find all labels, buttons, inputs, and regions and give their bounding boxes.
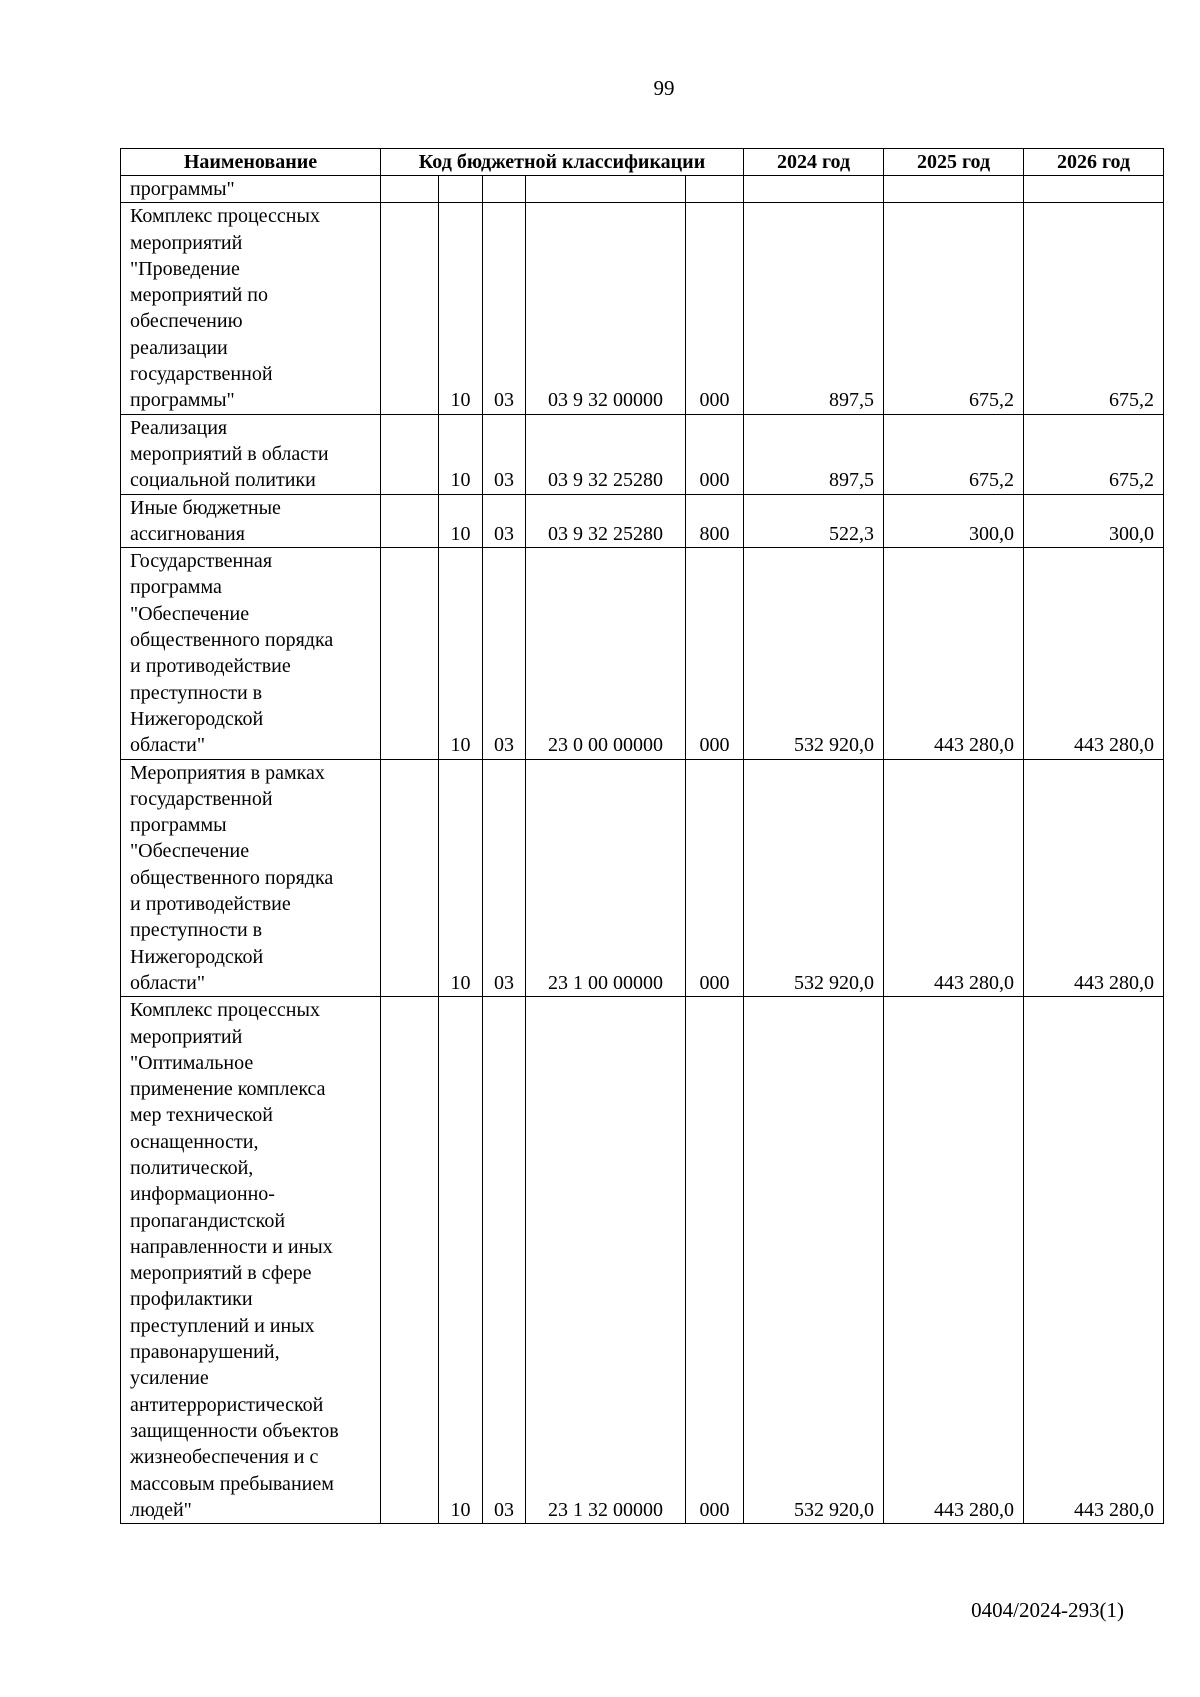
code-part-1 xyxy=(381,176,439,203)
row-name-line: политической, xyxy=(130,1156,254,1179)
value-2026: 675,2 xyxy=(1024,414,1164,494)
value-2026: 675,2 xyxy=(1024,203,1164,414)
table-row xyxy=(121,414,1164,494)
table-row xyxy=(121,759,1164,997)
row-name-line: профилактики xyxy=(130,1288,253,1311)
code-subsection: 03 xyxy=(483,997,526,1524)
row-name-line: мероприятий по xyxy=(130,284,268,307)
row-name-line: программы xyxy=(130,814,227,837)
row-name-line: пропагандистской xyxy=(130,1209,286,1232)
code-section: 10 xyxy=(439,414,483,494)
row-name-line: общественного порядка xyxy=(130,629,334,652)
row-name-line: преступлений и иных xyxy=(130,1314,315,1337)
code-expense-type: 000 xyxy=(686,548,744,759)
row-name-line: Нижегородской xyxy=(130,945,264,968)
code-expense-type xyxy=(686,176,744,203)
code-part-1 xyxy=(381,548,439,759)
row-name-line: программы" xyxy=(130,178,235,200)
row-name-line: области" xyxy=(130,734,206,757)
row-name xyxy=(121,203,381,414)
row-name-line: области" xyxy=(130,971,206,994)
value-2025: 675,2 xyxy=(884,203,1024,414)
row-name-line: мероприятий в области xyxy=(130,442,329,465)
code-section: 10 xyxy=(439,759,483,997)
row-name-line: оснащенности, xyxy=(130,1130,259,1153)
value-2024: 532 920,0 xyxy=(744,548,884,759)
header-2026: 2026 год xyxy=(1024,149,1164,176)
value-2024: 897,5 xyxy=(744,203,884,414)
row-name-line: Государственная xyxy=(130,550,273,573)
value-2025: 443 280,0 xyxy=(884,997,1024,1524)
row-name xyxy=(121,759,381,997)
code-expense-type: 800 xyxy=(686,494,744,548)
row-name-line: и противодействие xyxy=(130,655,291,678)
row-name-line: обеспечению xyxy=(130,310,243,333)
row-name xyxy=(121,997,381,1524)
table-row xyxy=(121,494,1164,548)
row-name-line: государственной xyxy=(130,787,273,810)
table-header-row xyxy=(121,149,1164,176)
row-name-line: антитеррористической xyxy=(130,1393,324,1416)
code-section: 10 xyxy=(439,494,483,548)
code-section xyxy=(439,176,483,203)
code-target: 03 9 32 25280 xyxy=(526,494,686,548)
row-name-line: направленности и иных xyxy=(130,1235,333,1258)
row-name-line: людей" xyxy=(130,1498,192,1521)
row-name-line: Комплекс процессных xyxy=(130,999,320,1022)
code-target: 23 1 00 00000 xyxy=(526,759,686,997)
row-name-line: "Проведение xyxy=(130,257,240,280)
row-name-line: мероприятий xyxy=(130,1025,243,1048)
document-code: 0404/2024-293(1) xyxy=(971,1598,1124,1622)
code-section: 10 xyxy=(439,997,483,1524)
row-name-line: преступности в xyxy=(130,681,263,704)
table-row xyxy=(121,203,1164,414)
row-name-line: преступности в xyxy=(130,919,263,942)
row-name xyxy=(121,494,381,548)
header-2025: 2025 год xyxy=(884,149,1024,176)
code-part-1 xyxy=(381,759,439,997)
row-name-line: мер технической xyxy=(130,1104,274,1127)
code-expense-type: 000 xyxy=(686,414,744,494)
row-name xyxy=(121,548,381,759)
code-expense-type: 000 xyxy=(686,203,744,414)
value-2026: 443 280,0 xyxy=(1024,548,1164,759)
row-name-line: ассигнования xyxy=(130,522,245,545)
value-2026: 443 280,0 xyxy=(1024,759,1164,997)
row-name-line: правонарушений, xyxy=(130,1341,280,1364)
row-name-line: информационно- xyxy=(130,1183,275,1206)
code-target: 03 9 32 25280 xyxy=(526,414,686,494)
row-name-line: усиление xyxy=(130,1367,209,1390)
value-2025: 300,0 xyxy=(884,494,1024,548)
table-row xyxy=(121,176,1164,203)
code-target: 03 9 32 00000 xyxy=(526,203,686,414)
value-2024: 532 920,0 xyxy=(744,759,884,997)
table-row xyxy=(121,548,1164,759)
code-subsection: 03 xyxy=(483,494,526,548)
value-2026: 300,0 xyxy=(1024,494,1164,548)
row-name-line: общественного порядка xyxy=(130,866,334,889)
value-2024: 897,5 xyxy=(744,414,884,494)
row-name-line: массовым пребыванием xyxy=(130,1472,334,1495)
value-2025: 675,2 xyxy=(884,414,1024,494)
page-number: 99 xyxy=(653,76,675,100)
code-section: 10 xyxy=(439,203,483,414)
row-name-line: "Обеспечение xyxy=(130,602,250,625)
row-name-line: мероприятий в сфере xyxy=(130,1262,312,1285)
budget-table xyxy=(120,148,1164,1524)
row-name xyxy=(121,414,381,494)
code-target xyxy=(526,176,686,203)
row-name-line: программа xyxy=(130,576,222,599)
value-2024: 522,3 xyxy=(744,494,884,548)
code-target: 23 0 00 00000 xyxy=(526,548,686,759)
row-name-line: Комплекс процессных xyxy=(130,205,320,228)
table-body xyxy=(121,176,1164,1524)
code-subsection: 03 xyxy=(483,203,526,414)
value-2025 xyxy=(884,176,1024,203)
header-2024: 2024 год xyxy=(744,149,884,176)
row-name-line: Мероприятия в рамках xyxy=(130,761,325,784)
code-expense-type: 000 xyxy=(686,759,744,997)
table-row xyxy=(121,997,1164,1524)
code-subsection xyxy=(483,176,526,203)
row-name xyxy=(121,176,381,203)
value-2024: 532 920,0 xyxy=(744,997,884,1524)
row-name-line: программы" xyxy=(130,389,235,412)
row-name-line: Реализация xyxy=(130,416,228,439)
row-name-line: реализации xyxy=(130,336,228,359)
row-name-line: мероприятий xyxy=(130,231,243,254)
value-2025: 443 280,0 xyxy=(884,759,1024,997)
code-part-1 xyxy=(381,414,439,494)
value-2026: 443 280,0 xyxy=(1024,997,1164,1524)
row-name-line: социальной политики xyxy=(130,469,316,492)
code-subsection: 03 xyxy=(483,548,526,759)
code-subsection: 03 xyxy=(483,759,526,997)
row-name-line: государственной xyxy=(130,363,273,386)
row-name-line: жизнеобеспечения и с xyxy=(130,1446,319,1469)
header-name: Наименование xyxy=(121,149,381,176)
header-code: Код бюджетной классификации xyxy=(381,149,744,176)
code-part-1 xyxy=(381,494,439,548)
row-name-line: применение комплекса xyxy=(130,1078,326,1101)
row-name-line: Иные бюджетные xyxy=(130,496,281,519)
row-name-line: "Оптимальное xyxy=(130,1051,254,1074)
row-name-line: "Обеспечение xyxy=(130,840,250,863)
code-target: 23 1 32 00000 xyxy=(526,997,686,1524)
row-name-line: и противодействие xyxy=(130,893,291,916)
code-subsection: 03 xyxy=(483,414,526,494)
code-expense-type: 000 xyxy=(686,997,744,1524)
value-2026 xyxy=(1024,176,1164,203)
value-2025: 443 280,0 xyxy=(884,548,1024,759)
code-part-1 xyxy=(381,203,439,414)
value-2024 xyxy=(744,176,884,203)
code-part-1 xyxy=(381,997,439,1524)
code-section: 10 xyxy=(439,548,483,759)
row-name-line: Нижегородской xyxy=(130,707,264,730)
row-name-line: защищенности объектов xyxy=(130,1419,339,1442)
